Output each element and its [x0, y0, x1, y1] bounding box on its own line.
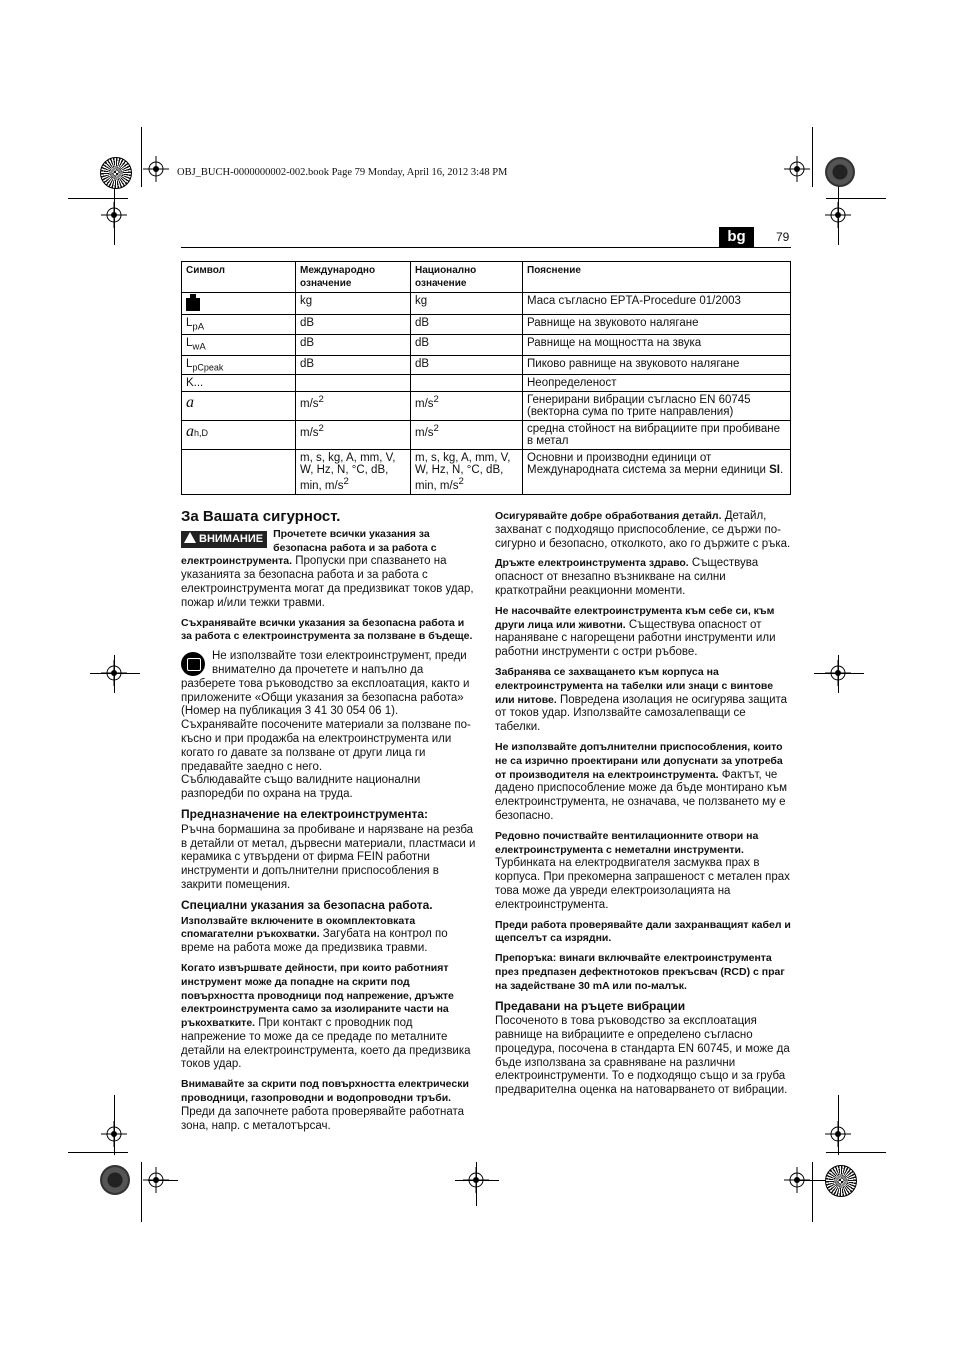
paragraph-text: Фактът, че дадено приспособление може да бъде монтирано към електроинструмента, не означава, че ползването му е безопасно.: [495, 768, 788, 822]
description: Основни и производни единици от Международната система за мерни единици: [527, 451, 770, 476]
paragraph-bold: Дръжте електроинструмента здраво.: [495, 557, 689, 570]
safety-paragraph: [495, 952, 791, 993]
purpose-text: Ръчна бормашина за пробиване и нарязване на резба в детайли от метал, дървесни материали, пластмаси и керамика с утвърдени от фирма FEIN работни инструменти и допълнителни приспособления в закрити помещения.: [181, 823, 476, 891]
registration-crosshair-icon: [825, 1121, 851, 1147]
table-cell: [411, 391, 523, 420]
safety-paragraph: [181, 915, 476, 956]
table-row: [182, 420, 791, 449]
table-header-row: [182, 262, 791, 293]
symbol-cell: [182, 355, 296, 374]
table-cell: средна стойност на вибрациите при пробиване в метал: [523, 420, 791, 449]
paragraph-bold: Препоръка: винаги включвайте електроинструмента през предпазен дефектнотоков прекъсвач (RCD) с праг на задействане 30 mA или по-малък.: [495, 952, 785, 992]
symbol: L: [186, 337, 193, 350]
warning-badge: [181, 531, 267, 548]
paragraph-bold: Внимавайте за скрити под повърхността електрически проводници, газопроводни и водопроводни тръби.: [181, 1078, 469, 1105]
unit-exponent: 2: [343, 475, 349, 487]
table-row: [182, 374, 791, 391]
table-cell: dB: [411, 355, 523, 374]
unit-exponent: 2: [318, 422, 324, 434]
column-header: Символ: [182, 262, 296, 293]
symbol-cell: K...: [182, 374, 296, 391]
left-column: [181, 510, 476, 1139]
registration-crosshair-icon: [101, 1121, 127, 1147]
unit-exponent: 2: [433, 422, 439, 434]
registration-crosshair-icon: [825, 202, 851, 228]
right-column: [495, 510, 791, 1104]
manual-paragraph: [181, 650, 476, 774]
paragraph-text: Повредена изолация не осигурява защита от токов удар. Използвайте самозалепващи се табелки.: [495, 693, 788, 734]
table-cell: Равнище на мощността на звука: [523, 335, 791, 355]
weight-icon: [186, 298, 200, 311]
safety-paragraph: [495, 830, 791, 913]
color-rosette-icon: [100, 1165, 130, 1195]
color-rosette-icon: [100, 157, 132, 189]
symbol: a: [186, 393, 194, 411]
table-cell: dB: [296, 335, 411, 355]
manual-text: Не използвайте този електроинструмент, преди внимателно да прочетете и напълно да разберете това ръководство за експлоатация, както и приложените «Общи указания за безопасна работа» (Номер на публикация 3 41 30 054 06 1). Съхранявайте посочените материали за ползване по-късно и при продажба на електроинструмента или когато го давате за ползване от други лица ги предавайте заедно с него.: [181, 650, 471, 773]
table-cell: dB: [296, 355, 411, 374]
column-header: Национално означение: [411, 262, 523, 293]
paragraph-text: Детайл, захванат с подходящо приспособление, се държи по-сигурно и безопасно, отколкото, ако го държите с ръка.: [495, 510, 791, 550]
table-row: [182, 335, 791, 355]
warning-triangle-icon: [184, 532, 196, 543]
paragraph-bold: Когато извършвате дейности, при които работният инструмент може да попадне на скрити под повърхността проводници под напрежение, дръжте електроинструмента само за изолираните части на ръкохватките.: [181, 961, 454, 1030]
table-row: [182, 391, 791, 420]
table-row: [182, 293, 791, 315]
si-abbrev: SI: [769, 463, 780, 476]
units: m, s, kg, A, mm, V, W, Hz, N, °C, dB, min, m/s: [300, 451, 396, 492]
symbol-cell: [182, 315, 296, 335]
unit-exponent: 2: [433, 393, 439, 405]
unit: m/s: [415, 397, 434, 410]
symbol-subscript: h,D: [194, 427, 209, 438]
registration-crosshair-icon: [463, 1167, 489, 1193]
paragraph-bold: Използвайте включените в окомплектовката спомагателни ръкохватки.: [181, 914, 416, 941]
warning-text: Пропуски при спазването на указанията за безопасна работа и за работа с електроинструмента могат да предизвикат токов удар, пожар и/или тежки травми.: [181, 555, 474, 609]
table-cell: [523, 449, 791, 494]
table-cell: Генерирани вибрации съгласно EN 60745 (векторна сума по трите направления): [523, 391, 791, 420]
safety-paragraph: [495, 510, 791, 551]
table-cell: kg: [296, 293, 411, 315]
table-cell: [411, 374, 523, 391]
symbol-cell: [182, 420, 296, 449]
table-cell: [296, 420, 411, 449]
symbols-table: [181, 261, 791, 495]
section-title: За Вашата сигурност.: [181, 508, 341, 525]
unit-exponent: 2: [318, 393, 324, 405]
registration-crosshair-icon: [825, 660, 851, 686]
paragraph-bold: Преди работа проверявайте дали захранващият кабел и щепселът са изрядни.: [495, 918, 791, 945]
header-rule: [181, 247, 791, 248]
color-rosette-icon: [825, 157, 855, 187]
paragraph-bold: Забранява се захващането към корпуса на електроинструмента на табелки или знаци с винтове или нитове.: [495, 665, 774, 706]
warning-bold: Прочетете всички указания за безопасна работа и за работа с електроинструмента.: [181, 527, 437, 568]
unit: m/s: [300, 397, 319, 410]
read-manual-icon: [181, 652, 205, 676]
language-badge: bg: [719, 227, 754, 247]
registration-crosshair-icon: [784, 156, 810, 182]
unit: m/s: [300, 426, 319, 439]
symbol-subscript: wA: [192, 341, 206, 353]
unit-exponent: 2: [458, 475, 464, 487]
page-number: 79: [776, 230, 790, 244]
table-cell: Неопределеност: [523, 374, 791, 391]
table-row: [182, 315, 791, 335]
safety-paragraph: [181, 1078, 476, 1133]
column-header: Международно означение: [296, 262, 411, 293]
warning-paragraph: [181, 528, 476, 611]
vibration-title: Предавани на ръцете вибрации: [495, 998, 686, 1013]
table-cell: [296, 374, 411, 391]
symbol: L: [186, 317, 193, 329]
registration-crosshair-icon: [784, 1167, 810, 1193]
registration-crosshair-icon: [101, 660, 127, 686]
paragraph-text: Съществува опасност от нараняване с нагорещени работни инструменти или работни инструменти с остри ръбове.: [495, 618, 776, 659]
weight-symbol-cell: [182, 293, 296, 315]
paragraph-text: При контакт с проводник под напрежение то може да се предаде по металните детайли на електроинструмента, което да предизвика токов удар.: [181, 1017, 471, 1071]
keep-instructions: Съхранявайте всички указания за безопасна работа и за работа с електроинструмента за ползване в бъдеще.: [181, 616, 473, 643]
table-cell: dB: [411, 315, 523, 335]
table-row: [182, 449, 791, 494]
units: m, s, kg, A, mm, V, W, Hz, N, °C, dB, min, m/s: [415, 451, 511, 492]
paragraph-text: Загубата на контрол по време на работа може да предизвика травми.: [181, 928, 448, 955]
file-note: OBJ_BUCH-0000000002-002.book Page 79 Monday, April 16, 2012 3:48 PM: [177, 167, 508, 178]
table-cell: Пиково равнище на звуковото налягане: [523, 355, 791, 374]
national-regulations: Съблюдавайте също валидните национални разпоредби по охрана на труда.: [181, 774, 421, 801]
warning-label: ВНИМАНИЕ: [199, 532, 264, 545]
punctuation: .: [779, 463, 784, 476]
vibration-text: Посоченото в това ръководство за експлоатация равнище на вибрациите е определено съгласно процедура, посочена в стандарта EN 60745, и може да бъде използвана за сравняване на различни електроинструменти. То е подходящо също и за груба предварителна оценка на натоварването от вибрации.: [495, 1015, 790, 1097]
symbol-subscript: pCpeak: [192, 361, 224, 372]
safety-paragraph: [495, 919, 791, 947]
purpose-title: Предназначение на електроинструмента:: [181, 806, 428, 821]
safety-paragraph: [495, 605, 791, 660]
registration-crosshair-icon: [101, 202, 127, 228]
color-rosette-icon: [825, 1165, 857, 1197]
table-cell: Маса съгласно EPTA-Procedure 01/2003: [523, 293, 791, 315]
symbol-subscript: pA: [192, 321, 205, 333]
table-cell: [296, 391, 411, 420]
paragraph-bold: Не използвайте допълнителни приспособления, които не са изрично проектирани или допуснати за употреба от производителя на електроинструмента.: [495, 740, 783, 781]
special-title: Специални указания за безопасна работа.: [181, 897, 433, 912]
table-cell: [296, 449, 411, 494]
symbol: a: [186, 422, 194, 440]
symbol-cell: [182, 335, 296, 355]
registration-crosshair-icon: [143, 156, 169, 182]
table-cell: dB: [296, 315, 411, 335]
safety-paragraph: [495, 666, 791, 735]
symbol-cell: [182, 449, 296, 494]
table-cell: [411, 449, 523, 494]
paragraph-text: Преди да започнете работа проверявайте работната зона, напр. с металотърсач.: [181, 1105, 465, 1132]
column-header: Пояснение: [523, 262, 791, 293]
safety-paragraph: [495, 557, 791, 598]
symbol-cell: [182, 391, 296, 420]
paragraph-bold: Осигурявайте добре обработвания детайл.: [495, 510, 722, 522]
paragraph-bold: Редовно почиствайте вентилационните отвори на електроинструмента с неметални инструменти.: [495, 829, 759, 856]
table-cell: kg: [411, 293, 523, 315]
symbol: L: [186, 357, 193, 370]
paragraph-bold: Не насочвайте електроинструмента към себе си, към други лица или животни.: [495, 604, 775, 631]
table-row: [182, 355, 791, 374]
paragraph-text: Съществува опасност от внезапно възникване на силни краткотрайни реакционни моменти.: [495, 557, 759, 597]
safety-paragraph: [181, 962, 476, 1072]
table-cell: [411, 420, 523, 449]
registration-crosshair-icon: [143, 1167, 169, 1193]
unit: m/s: [415, 426, 434, 439]
paragraph-text: Турбинката на електродвигателя засмуква прах в корпуса. При прекомерна запрашеност с метален прах това може да увреди електроизолацията на електроинструмента.: [495, 857, 790, 911]
table-cell: dB: [411, 335, 523, 355]
safety-paragraph: [495, 741, 791, 824]
table-cell: Равнище на звуковото налягане: [523, 315, 791, 335]
